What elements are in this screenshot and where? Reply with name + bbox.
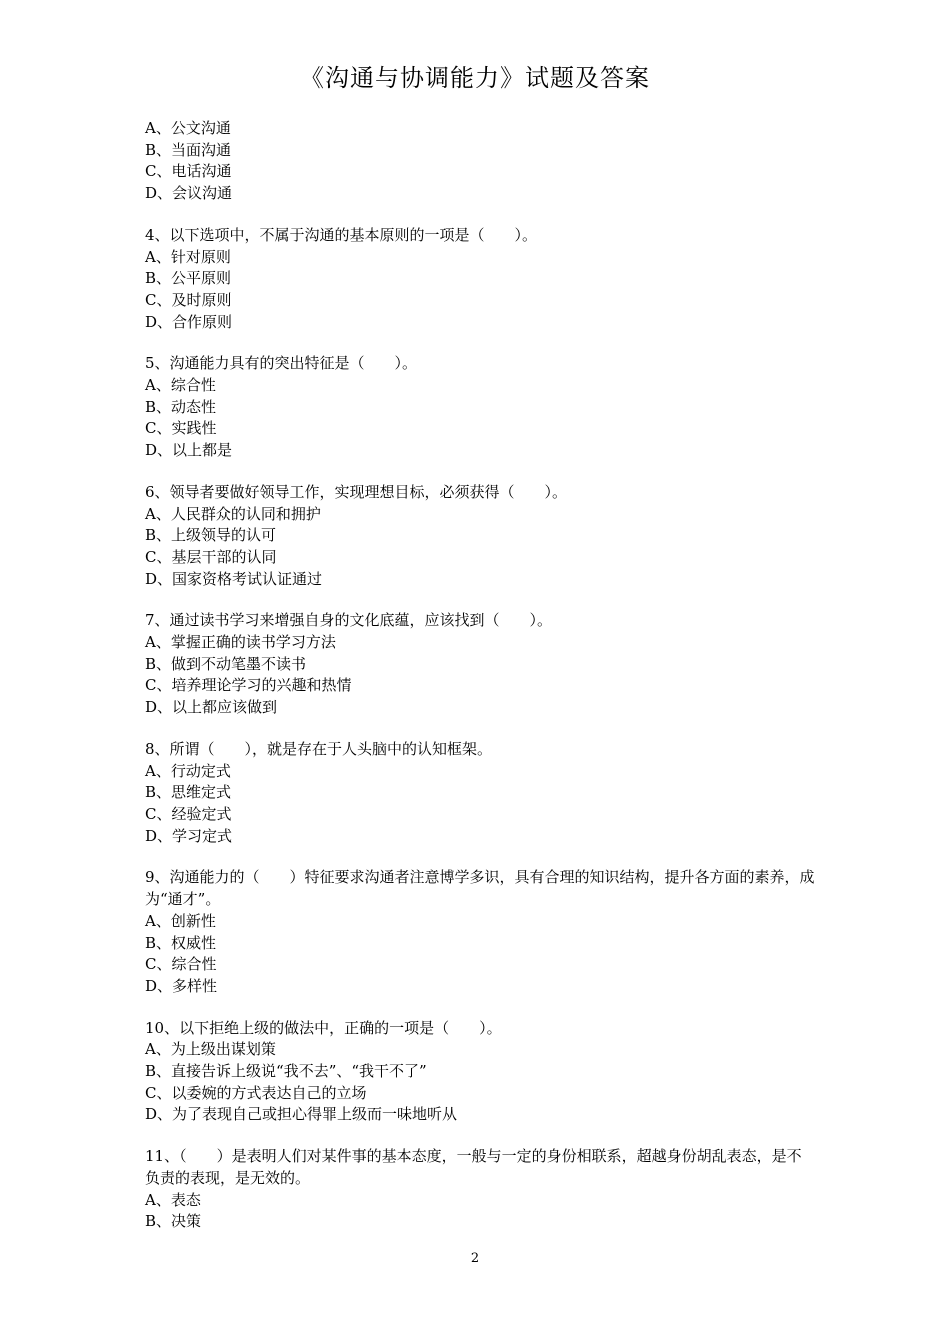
option: B、动态性 <box>145 397 217 416</box>
option: C、及时原则 <box>145 290 232 309</box>
question-text: 4、以下选项中，不属于沟通的基本原则的一项是（ ）。 <box>145 225 538 244</box>
question-11 <box>145 1146 815 1233</box>
question-text: 10、以下拒绝上级的做法中，正确的一项是（ ）。 <box>145 1018 502 1037</box>
page-number: 2 <box>470 1251 480 1266</box>
option: B、权威性 <box>145 933 217 952</box>
question-8 <box>145 739 815 848</box>
question-text: 6、领导者要做好领导工作，实现理想目标，必须获得（ ）。 <box>145 482 568 501</box>
question-5 <box>145 353 815 462</box>
option: C、以委婉的方式表达自己的立场 <box>145 1083 367 1102</box>
option: B、直接告诉上级说“我不去”、“我干不了” <box>145 1062 427 1081</box>
option: A、针对原则 <box>145 247 231 266</box>
option: A、公文沟通 <box>145 119 231 137</box>
option: C、经验定式 <box>145 804 232 823</box>
option: C、基层干部的认同 <box>145 547 277 566</box>
option: A、人民群众的认同和拥护 <box>145 504 321 523</box>
option: D、为了表现自己或担心得罪上级而一味地听从 <box>145 1105 458 1124</box>
option: A、综合性 <box>145 376 216 395</box>
option: A、表态 <box>145 1190 201 1209</box>
option: D、以上都是 <box>145 441 233 460</box>
option: C、电话沟通 <box>145 162 232 181</box>
option: A、行动定式 <box>145 761 231 780</box>
option: B、公平原则 <box>145 269 232 288</box>
question-text: 11、（ ）是表明人们对某件事的基本态度，一般与一定的身份相联系，超越身份胡乱表态，是不负责的表现，是无效的。 <box>145 1147 802 1187</box>
question-text: 9、沟通能力的（ ）特征要求沟通者注意博学多识，具有合理的知识结构，提升各方面的素养，成为“通才”。 <box>145 868 815 909</box>
question-10 <box>145 1018 815 1127</box>
option: D、多样性 <box>145 976 218 995</box>
question-7 <box>145 610 815 719</box>
question-text: 5、沟通能力具有的突出特征是（ ）。 <box>145 354 418 373</box>
question-4 <box>145 225 815 334</box>
option: C、培养理论学习的兴趣和热情 <box>145 676 352 695</box>
option: A、创新性 <box>145 911 216 930</box>
option: D、国家资格考试认证通过 <box>145 569 323 588</box>
option: C、实践性 <box>145 419 217 438</box>
option: B、决策 <box>145 1212 202 1231</box>
question-text: 8、所谓（ ），就是存在于人头脑中的认知框架。 <box>145 739 493 758</box>
option: A、为上级出谋划策 <box>145 1040 276 1059</box>
option: B、上级领导的认可 <box>145 526 277 545</box>
option: A、掌握正确的读书学习方法 <box>145 633 336 652</box>
page-title: 《沟通与协调能力》试题及答案 <box>300 64 650 92</box>
question-text: 7、通过读书学习来增强自身的文化底蕴，应该找到（ ）。 <box>145 611 553 630</box>
option: D、学习定式 <box>145 826 233 845</box>
carried-over-options <box>145 118 815 205</box>
option: B、做到不动笔墨不读书 <box>145 654 307 673</box>
question-list <box>145 118 815 1253</box>
option: D、合作原则 <box>145 312 233 331</box>
option: B、当面沟通 <box>145 140 232 159</box>
option: D、会议沟通 <box>145 184 233 203</box>
option: C、综合性 <box>145 955 217 974</box>
option: B、思维定式 <box>145 783 232 802</box>
question-9 <box>145 867 815 997</box>
option: D、以上都应该做到 <box>145 698 278 717</box>
question-6 <box>145 482 815 591</box>
